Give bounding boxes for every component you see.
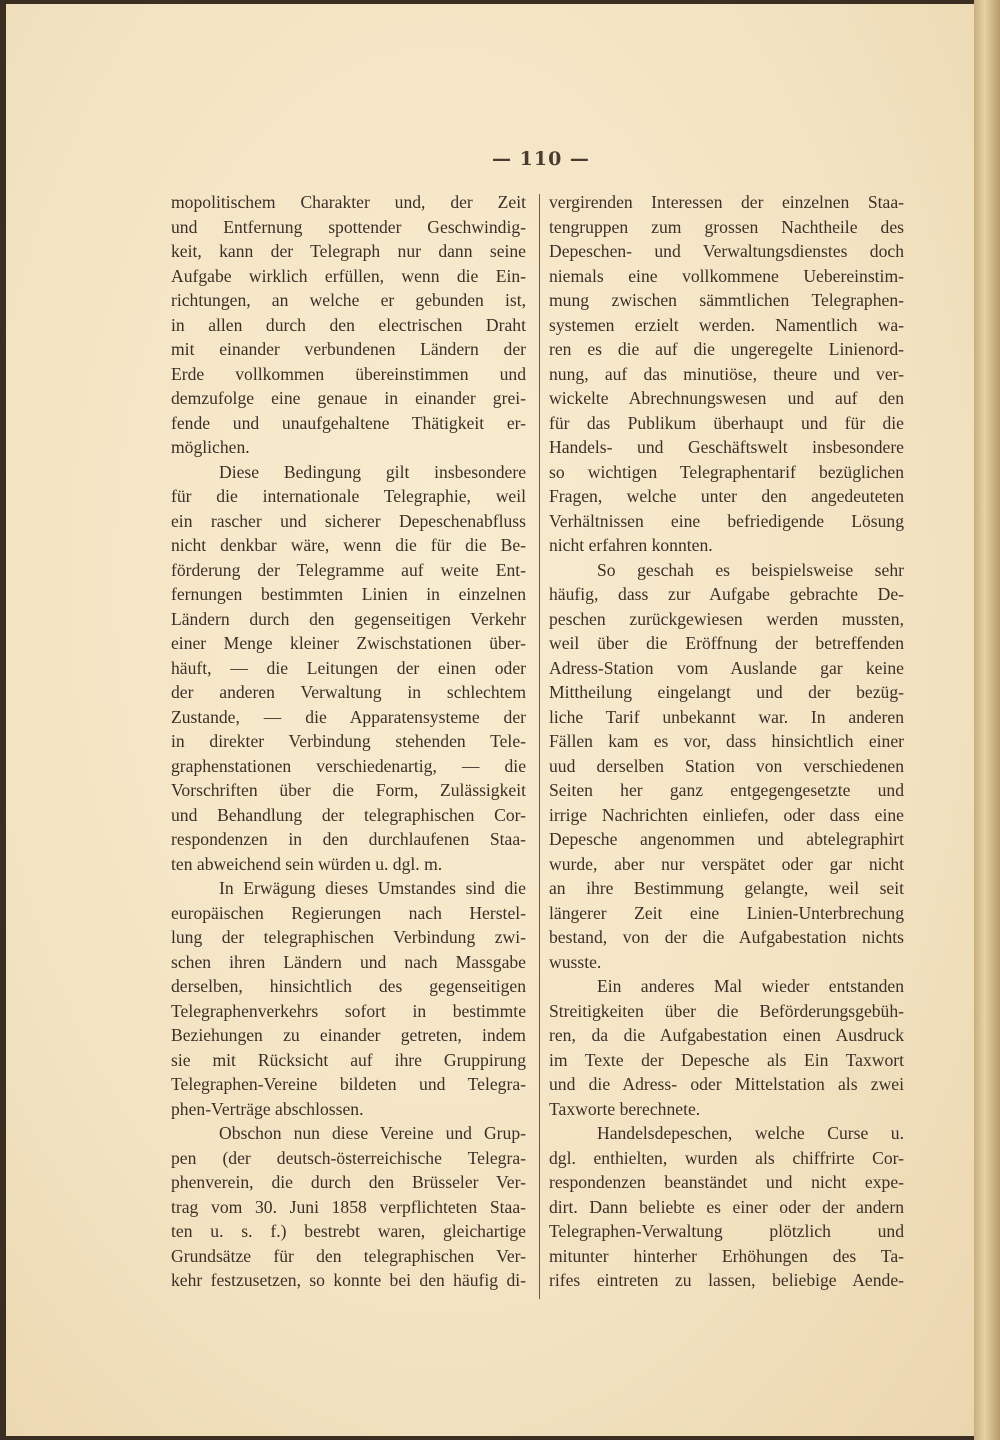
book-spine-edge: [974, 0, 1000, 1440]
text-line: respondenzen beanständet und nicht expe-: [549, 1172, 904, 1192]
text-line: Ein anderes Mal wieder entstanden: [597, 976, 904, 996]
text-column-left: [171, 190, 526, 1293]
text-line: Grundsätze für den telegraphischen Ver-: [171, 1245, 526, 1266]
text-line: derselben, hinsichtlich des gegenseitigen: [171, 976, 526, 996]
text-line: tengruppen zum grossen Nachtheile des: [549, 216, 904, 237]
paragraph: [171, 1121, 526, 1293]
text-line: vergirenden Interessen der einzelnen Staa-: [549, 192, 904, 212]
paragraph: [549, 190, 904, 558]
text-line: ren, da die Aufgabestation einen Ausdruck: [549, 1025, 904, 1045]
column-divider: [539, 194, 540, 1299]
text-line: mitunter hinterher Erhöhungen des Ta-: [549, 1245, 904, 1266]
text-line: Mittheilung eingelangt und der bezüg-: [549, 682, 904, 702]
text-line: für die internationale Telegraphie, weil: [171, 486, 526, 506]
text-line: fernungen bestimmten Linien in einzelnen: [171, 584, 526, 604]
text-line: förderung der Telegramme auf weite Ent-: [171, 559, 526, 580]
text-line: wusste.: [549, 951, 602, 972]
text-line: systemen erzielt werden. Namentlich wa-: [549, 314, 904, 335]
text-line: im Texte der Depesche als Ein Taxwort: [549, 1049, 904, 1070]
text-line: europäischen Regierungen nach Herstel-: [171, 902, 526, 923]
text-line: So geschah es beispielsweise sehr: [597, 559, 904, 580]
text-line: Depeschen- und Verwaltungsdienstes doch: [549, 241, 904, 261]
text-line: Fragen, welche unter den angedeuteten: [549, 486, 904, 506]
text-line: Seiten her ganz entgegengesetzte und: [549, 780, 904, 800]
text-line: Adress-Station vom Auslande gar keine: [549, 657, 904, 678]
text-line: peschen zurückgewiesen werden mussten,: [549, 608, 904, 629]
text-line: häuft, — die Leitungen der einen oder: [171, 657, 526, 678]
text-line: niemals eine vollkommene Uebereinstim-: [549, 265, 904, 286]
paragraph: [171, 876, 526, 1121]
text-line: Depesche angenommen und abtelegraphirt: [549, 829, 904, 849]
text-line: möglichen.: [171, 437, 250, 457]
text-line: Beziehungen zu einander getreten, indem: [171, 1025, 526, 1045]
text-line: Telegraphenverkehrs sofort in bestimmte: [171, 1000, 526, 1021]
text-line: pen (der deutsch-österreichische Telegra-: [171, 1147, 526, 1168]
text-line: nicht denkbar wäre, wenn die für die Be-: [171, 535, 526, 555]
text-line: Ländern durch den gegenseitigen Verkehr: [171, 608, 526, 629]
text-line: längerer Zeit eine Linien-Unterbrechung: [549, 902, 904, 923]
text-column-right: [549, 190, 904, 1293]
text-line: liche Tarif unbekannt war. In anderen: [549, 706, 904, 727]
text-line: Vorschriften über die Form, Zulässigkeit: [171, 780, 526, 800]
text-line: lung der telegraphischen Verbindung zwi-: [171, 927, 526, 947]
page-number: — 110 —: [492, 148, 590, 170]
text-line: an ihre Bestimmung gelangte, weil seit: [549, 878, 904, 898]
text-line: Telegraphen-Vereine bildeten und Telegra-: [171, 1074, 526, 1094]
text-line: schen ihren Ländern und nach Massgabe: [171, 951, 526, 972]
scanned-page: [6, 4, 974, 1436]
text-line: ren es die auf die ungeregelte Linienord-: [549, 339, 904, 359]
text-line: Obschon nun diese Vereine und Grup-: [219, 1123, 526, 1143]
text-line: Handels- und Geschäftswelt insbesondere: [549, 437, 904, 457]
text-line: ein rascher und sicherer Depeschenabfluss: [171, 510, 526, 531]
text-line: Diese Bedingung gilt insbesondere: [219, 461, 526, 482]
text-line: keit, kann der Telegraph nur dann seine: [171, 241, 526, 261]
text-line: kehr festzusetzen, so konnte bei den häufig di-: [171, 1270, 526, 1290]
text-line: häufig, dass zur Aufgabe gebrachte De-: [549, 584, 904, 604]
text-line: mopolitischem Charakter und, der Zeit: [171, 192, 526, 212]
text-line: Telegraphen-Verwaltung plötzlich und: [549, 1221, 904, 1241]
text-line: mit einander verbundenen Ländern der: [171, 339, 526, 359]
paragraph: [549, 1121, 904, 1293]
paragraph: [549, 558, 904, 975]
text-line: In Erwägung dieses Umstandes sind die: [219, 878, 526, 898]
text-line: weil über die Eröffnung der betreffenden: [549, 633, 904, 653]
text-line: phen-Verträge abschlossen.: [171, 1098, 364, 1119]
text-line: einer Menge kleiner Zwischstationen über-: [171, 633, 526, 653]
paragraph: [171, 460, 526, 877]
text-line: bestand, von der die Aufgabestation nichts: [549, 927, 904, 947]
text-line: Streitigkeiten über die Beförderungsgebüh-: [549, 1000, 904, 1021]
text-line: respondenzen in den durchlaufenen Staa-: [171, 829, 526, 849]
text-line: so wichtigen Telegraphentarif bezüglichen: [549, 461, 904, 482]
text-line: Aufgabe wirklich erfüllen, wenn die Ein-: [171, 265, 526, 286]
text-line: trag vom 30. Juni 1858 verpflichteten Staa-: [171, 1196, 526, 1217]
text-line: Erde vollkommen übereinstimmen und: [171, 363, 526, 384]
text-line: wurde, aber nur verspätet oder gar nicht: [549, 853, 904, 874]
text-line: Fällen kam es vor, dass hinsichtlich einer: [549, 731, 904, 751]
text-line: Zustande, — die Apparatensysteme der: [171, 706, 526, 727]
text-line: Taxworte berechnete.: [549, 1098, 701, 1119]
text-line: demzufolge eine genaue in einander grei-: [171, 388, 526, 408]
text-line: nung, auf das minutiöse, theure und ver-: [549, 363, 904, 384]
text-line: irrige Nachrichten einliefen, oder dass eine: [549, 804, 904, 825]
text-line: fende und unaufgehaltene Thätigkeit er-: [171, 412, 526, 433]
text-line: richtungen, an welche er gebunden ist,: [171, 290, 526, 310]
text-line: für das Publikum überhaupt und für die: [549, 412, 904, 433]
text-line: Handelsdepeschen, welche Curse u.: [597, 1123, 904, 1143]
text-line: dirt. Dann beliebte es einer oder der andern: [549, 1196, 904, 1217]
text-line: in direkter Verbindung stehenden Tele-: [171, 731, 526, 751]
text-line: in allen durch den electrischen Draht: [171, 314, 526, 335]
text-line: dgl. enthielten, wurden als chiffrirte Cor-: [549, 1147, 904, 1168]
paragraph: [171, 190, 526, 460]
text-line: mung zwischen sämmtlichen Telegraphen-: [549, 290, 904, 310]
text-line: wickelte Abrechnungswesen und auf den: [549, 388, 904, 408]
text-line: nicht erfahren konnten.: [549, 535, 713, 555]
text-line: graphenstationen verschiedenartig, — die: [171, 755, 526, 776]
text-line: rifes eintreten zu lassen, beliebige Aende-: [549, 1270, 904, 1290]
text-line: phenverein, die durch den Brüsseler Ver-: [171, 1172, 526, 1192]
text-line: und die Adress- oder Mittelstation als zwei: [549, 1074, 904, 1094]
text-line: Verhältnissen eine befriedigende Lösung: [549, 510, 904, 531]
text-line: ten abweichend sein würden u. dgl. m.: [171, 853, 443, 874]
text-line: sie mit Rücksicht auf ihre Gruppirung: [171, 1049, 526, 1070]
paragraph: [549, 974, 904, 1121]
text-line: und Behandlung der telegraphischen Cor-: [171, 804, 526, 825]
text-line: der anderen Verwaltung in schlechtem: [171, 682, 526, 702]
text-line: uud derselben Station von verschiedenen: [549, 755, 904, 776]
text-line: und Entfernung spottender Geschwindig-: [171, 216, 526, 237]
text-line: ten u. s. f.) bestrebt waren, gleichartige: [171, 1221, 526, 1241]
